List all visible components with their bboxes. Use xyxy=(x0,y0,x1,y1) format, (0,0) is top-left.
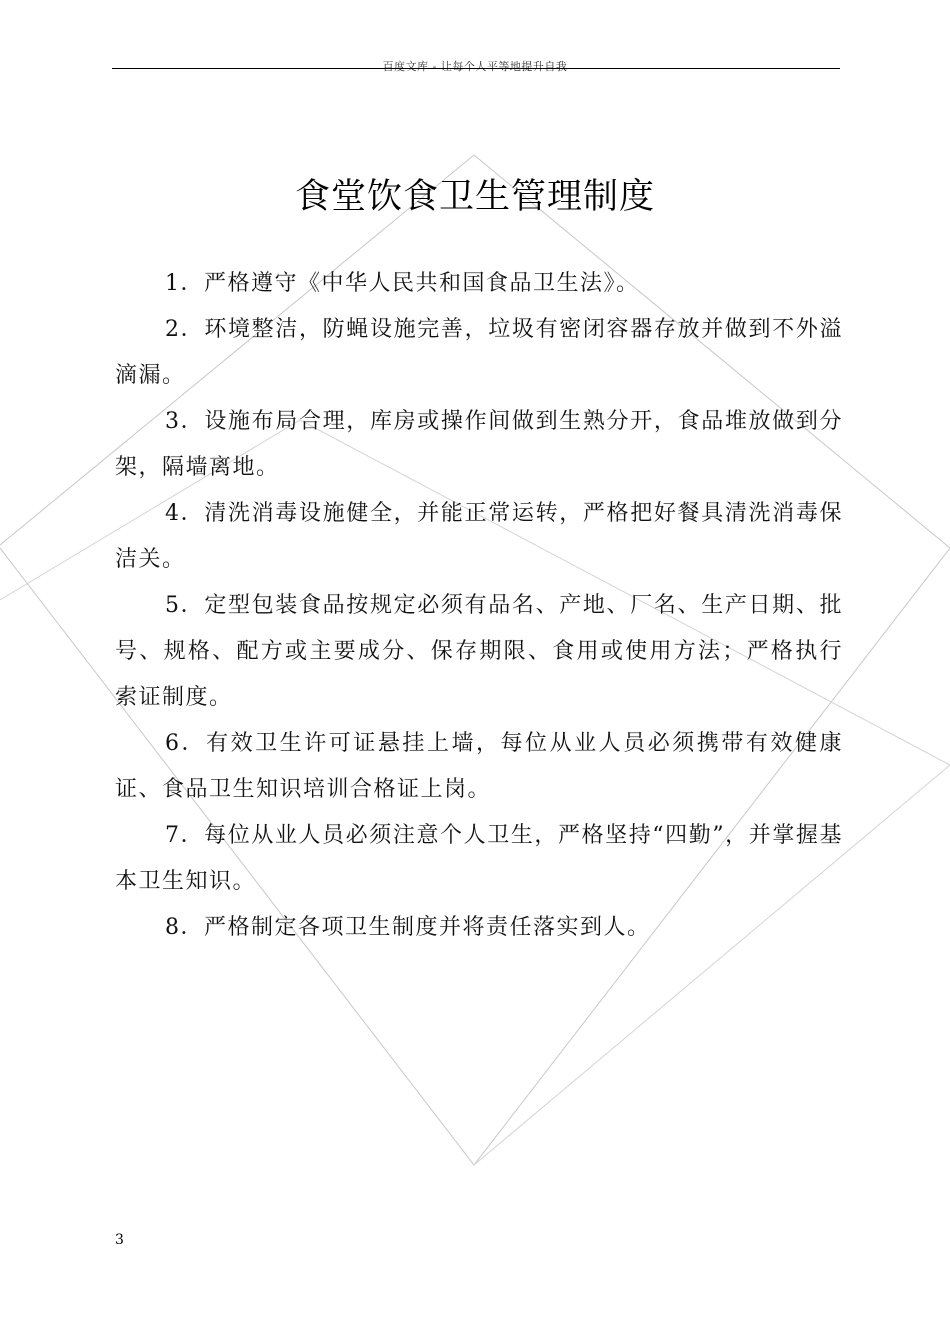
header-divider xyxy=(112,68,840,69)
document-body xyxy=(115,261,843,951)
paragraph-3: 3．设施布局合理，库房或操作间做到生熟分开，食品堆放做到分架，隔墙离地。 xyxy=(115,409,843,480)
document-title: 食堂饮食卫生管理制度 xyxy=(294,177,655,218)
paragraph-2: 2．环境整洁，防蝇设施完善，垃圾有密闭容器存放并做到不外溢滴漏。 xyxy=(115,317,843,388)
paragraph-5: 5．定型包装食品按规定必须有品名、产地、厂名、生产日期、批号、规格、配方或主要成分、保存期限、食用或使用方法；严格执行索证制度。 xyxy=(115,593,843,710)
page-header: 百度文库 - 让每个人平等地提升自我 xyxy=(382,60,568,73)
paragraph-7: 7．每位从业人员必须注意个人卫生，严格坚持“四勤”，并掌握基本卫生知识。 xyxy=(115,823,843,894)
paragraph-8: 8．严格制定各项卫生制度并将责任落实到人。 xyxy=(165,915,651,940)
paragraph-1: 1．严格遵守《中华人民共和国食品卫生法》。 xyxy=(165,271,640,296)
paragraph-4: 4．清洗消毒设施健全，并能正常运转，严格把好餐具清洗消毒保洁关。 xyxy=(115,501,843,572)
paragraph-6: 6．有效卫生许可证悬挂上墙，每位从业人员必须携带有效健康证、食品卫生知识培训合格证上岗。 xyxy=(115,731,843,802)
page-number: 3 xyxy=(115,1232,124,1248)
